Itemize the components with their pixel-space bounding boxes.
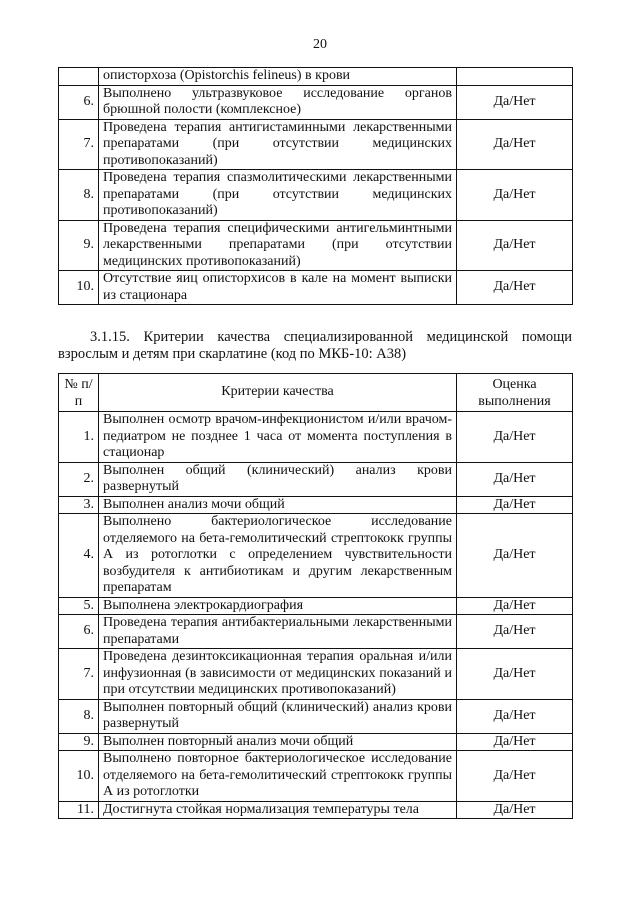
page-number: 20 xyxy=(313,37,327,52)
table-row xyxy=(59,220,573,271)
row-number: 4. xyxy=(59,514,99,598)
row-criterion: Проведена дезинтоксикационная терапия оральная и/или инфузионная (в зависимости от медицинских показаний и при отсутствии медицинских противопоказаний) xyxy=(99,649,457,700)
row-number: 7. xyxy=(59,649,99,700)
row-number: 10. xyxy=(59,751,99,802)
row-criterion: Проведена терапия спазмолитическими лекарственными препаратами (при отсутствии медицинских противопоказаний) xyxy=(99,170,457,221)
row-number: 8. xyxy=(59,699,99,733)
table-row xyxy=(59,412,573,463)
row-criterion: Выполнен повторный анализ мочи общий xyxy=(99,733,457,751)
row-number: 5. xyxy=(59,597,99,615)
row-number: 10. xyxy=(59,271,99,305)
row-evaluation: Да/Нет xyxy=(457,514,573,598)
row-number: 11. xyxy=(59,801,99,819)
header-criteria: Критерии качества xyxy=(99,374,457,412)
table-row xyxy=(59,119,573,170)
table-header xyxy=(59,374,573,412)
row-criterion: Выполнен общий (клинический) анализ крови развернутый xyxy=(99,462,457,496)
table-row xyxy=(59,615,573,649)
table-body xyxy=(59,68,573,305)
criteria-table-continued xyxy=(58,67,573,305)
row-criterion: описторхоза (Opistorchis felineus) в крови xyxy=(99,68,457,86)
table-row xyxy=(59,801,573,819)
row-evaluation xyxy=(457,68,573,86)
row-evaluation: Да/Нет xyxy=(457,496,573,514)
row-evaluation: Да/Нет xyxy=(457,170,573,221)
row-evaluation: Да/Нет xyxy=(457,801,573,819)
table-row xyxy=(59,85,573,119)
row-number: 7. xyxy=(59,119,99,170)
row-criterion: Отсутствие яиц описторхисов в кале на момент выписки из стационара xyxy=(99,271,457,305)
row-number: 3. xyxy=(59,496,99,514)
section-heading-line-1: 3.1.15. Критерии качества специализированной медицинской помощи xyxy=(90,329,572,345)
row-evaluation: Да/Нет xyxy=(457,699,573,733)
criteria-table-scarlet-fever xyxy=(58,373,573,819)
table-row xyxy=(59,649,573,700)
row-evaluation: Да/Нет xyxy=(457,597,573,615)
row-number: 9. xyxy=(59,733,99,751)
table-row xyxy=(59,514,573,598)
table-row xyxy=(59,496,573,514)
row-number: 8. xyxy=(59,170,99,221)
row-criterion: Выполнено бактериологическое исследование отделяемого на бета-гемолитический стрептококк группы А из ротоглотки с определением чувствительности возбудителя к антибиотикам и другим лекарственным препаратам xyxy=(99,514,457,598)
row-evaluation: Да/Нет xyxy=(457,649,573,700)
row-criterion: Проведена терапия антигистаминными лекарственными препаратами (при отсутствии медицинских противопоказаний) xyxy=(99,119,457,170)
row-evaluation: Да/Нет xyxy=(457,733,573,751)
row-evaluation: Да/Нет xyxy=(457,220,573,271)
row-evaluation: Да/Нет xyxy=(457,751,573,802)
row-number: 2. xyxy=(59,462,99,496)
row-number: 6. xyxy=(59,85,99,119)
row-number xyxy=(59,68,99,86)
row-criterion: Выполнено повторное бактериологическое исследование отделяемого на бета-гемолитический стрептококк группы А из ротоглотки xyxy=(99,751,457,802)
table-row xyxy=(59,170,573,221)
row-evaluation: Да/Нет xyxy=(457,119,573,170)
header-number: № п/п xyxy=(59,374,99,412)
section-heading xyxy=(58,329,572,363)
table-header-row xyxy=(59,374,573,412)
row-criterion: Проведена терапия антибактериальными лекарственными препаратами xyxy=(99,615,457,649)
table-row xyxy=(59,751,573,802)
row-criterion: Выполнен осмотр врачом-инфекционистом и/или врачом-педиатром не позднее 1 часа от момента поступления в стационар xyxy=(99,412,457,463)
row-criterion: Выполнен анализ мочи общий xyxy=(99,496,457,514)
row-evaluation: Да/Нет xyxy=(457,615,573,649)
section-heading-line-2: взрослым и детям при скарлатине (код по МКБ-10: А38) xyxy=(58,346,407,362)
row-number: 1. xyxy=(59,412,99,463)
row-criterion: Выполнено ультразвуковое исследование органов брюшной полости (комплексное) xyxy=(99,85,457,119)
row-criterion: Проведена терапия специфическими антигельминтными лекарственными препаратами (при отсутствии медицинских противопоказаний) xyxy=(99,220,457,271)
table-row xyxy=(59,699,573,733)
row-criterion: Выполнена электрокардиография xyxy=(99,597,457,615)
row-evaluation: Да/Нет xyxy=(457,85,573,119)
row-criterion: Выполнен повторный общий (клинический) анализ крови развернутый xyxy=(99,699,457,733)
table-row xyxy=(59,733,573,751)
table-body xyxy=(59,412,573,819)
row-evaluation: Да/Нет xyxy=(457,462,573,496)
header-evaluation: Оценка выполнения xyxy=(457,374,573,412)
row-number: 9. xyxy=(59,220,99,271)
row-criterion: Достигнута стойкая нормализация температуры тела xyxy=(99,801,457,819)
table-row xyxy=(59,68,573,86)
table-row xyxy=(59,462,573,496)
row-evaluation: Да/Нет xyxy=(457,271,573,305)
row-number: 6. xyxy=(59,615,99,649)
row-evaluation: Да/Нет xyxy=(457,412,573,463)
table-row xyxy=(59,597,573,615)
table-row xyxy=(59,271,573,305)
